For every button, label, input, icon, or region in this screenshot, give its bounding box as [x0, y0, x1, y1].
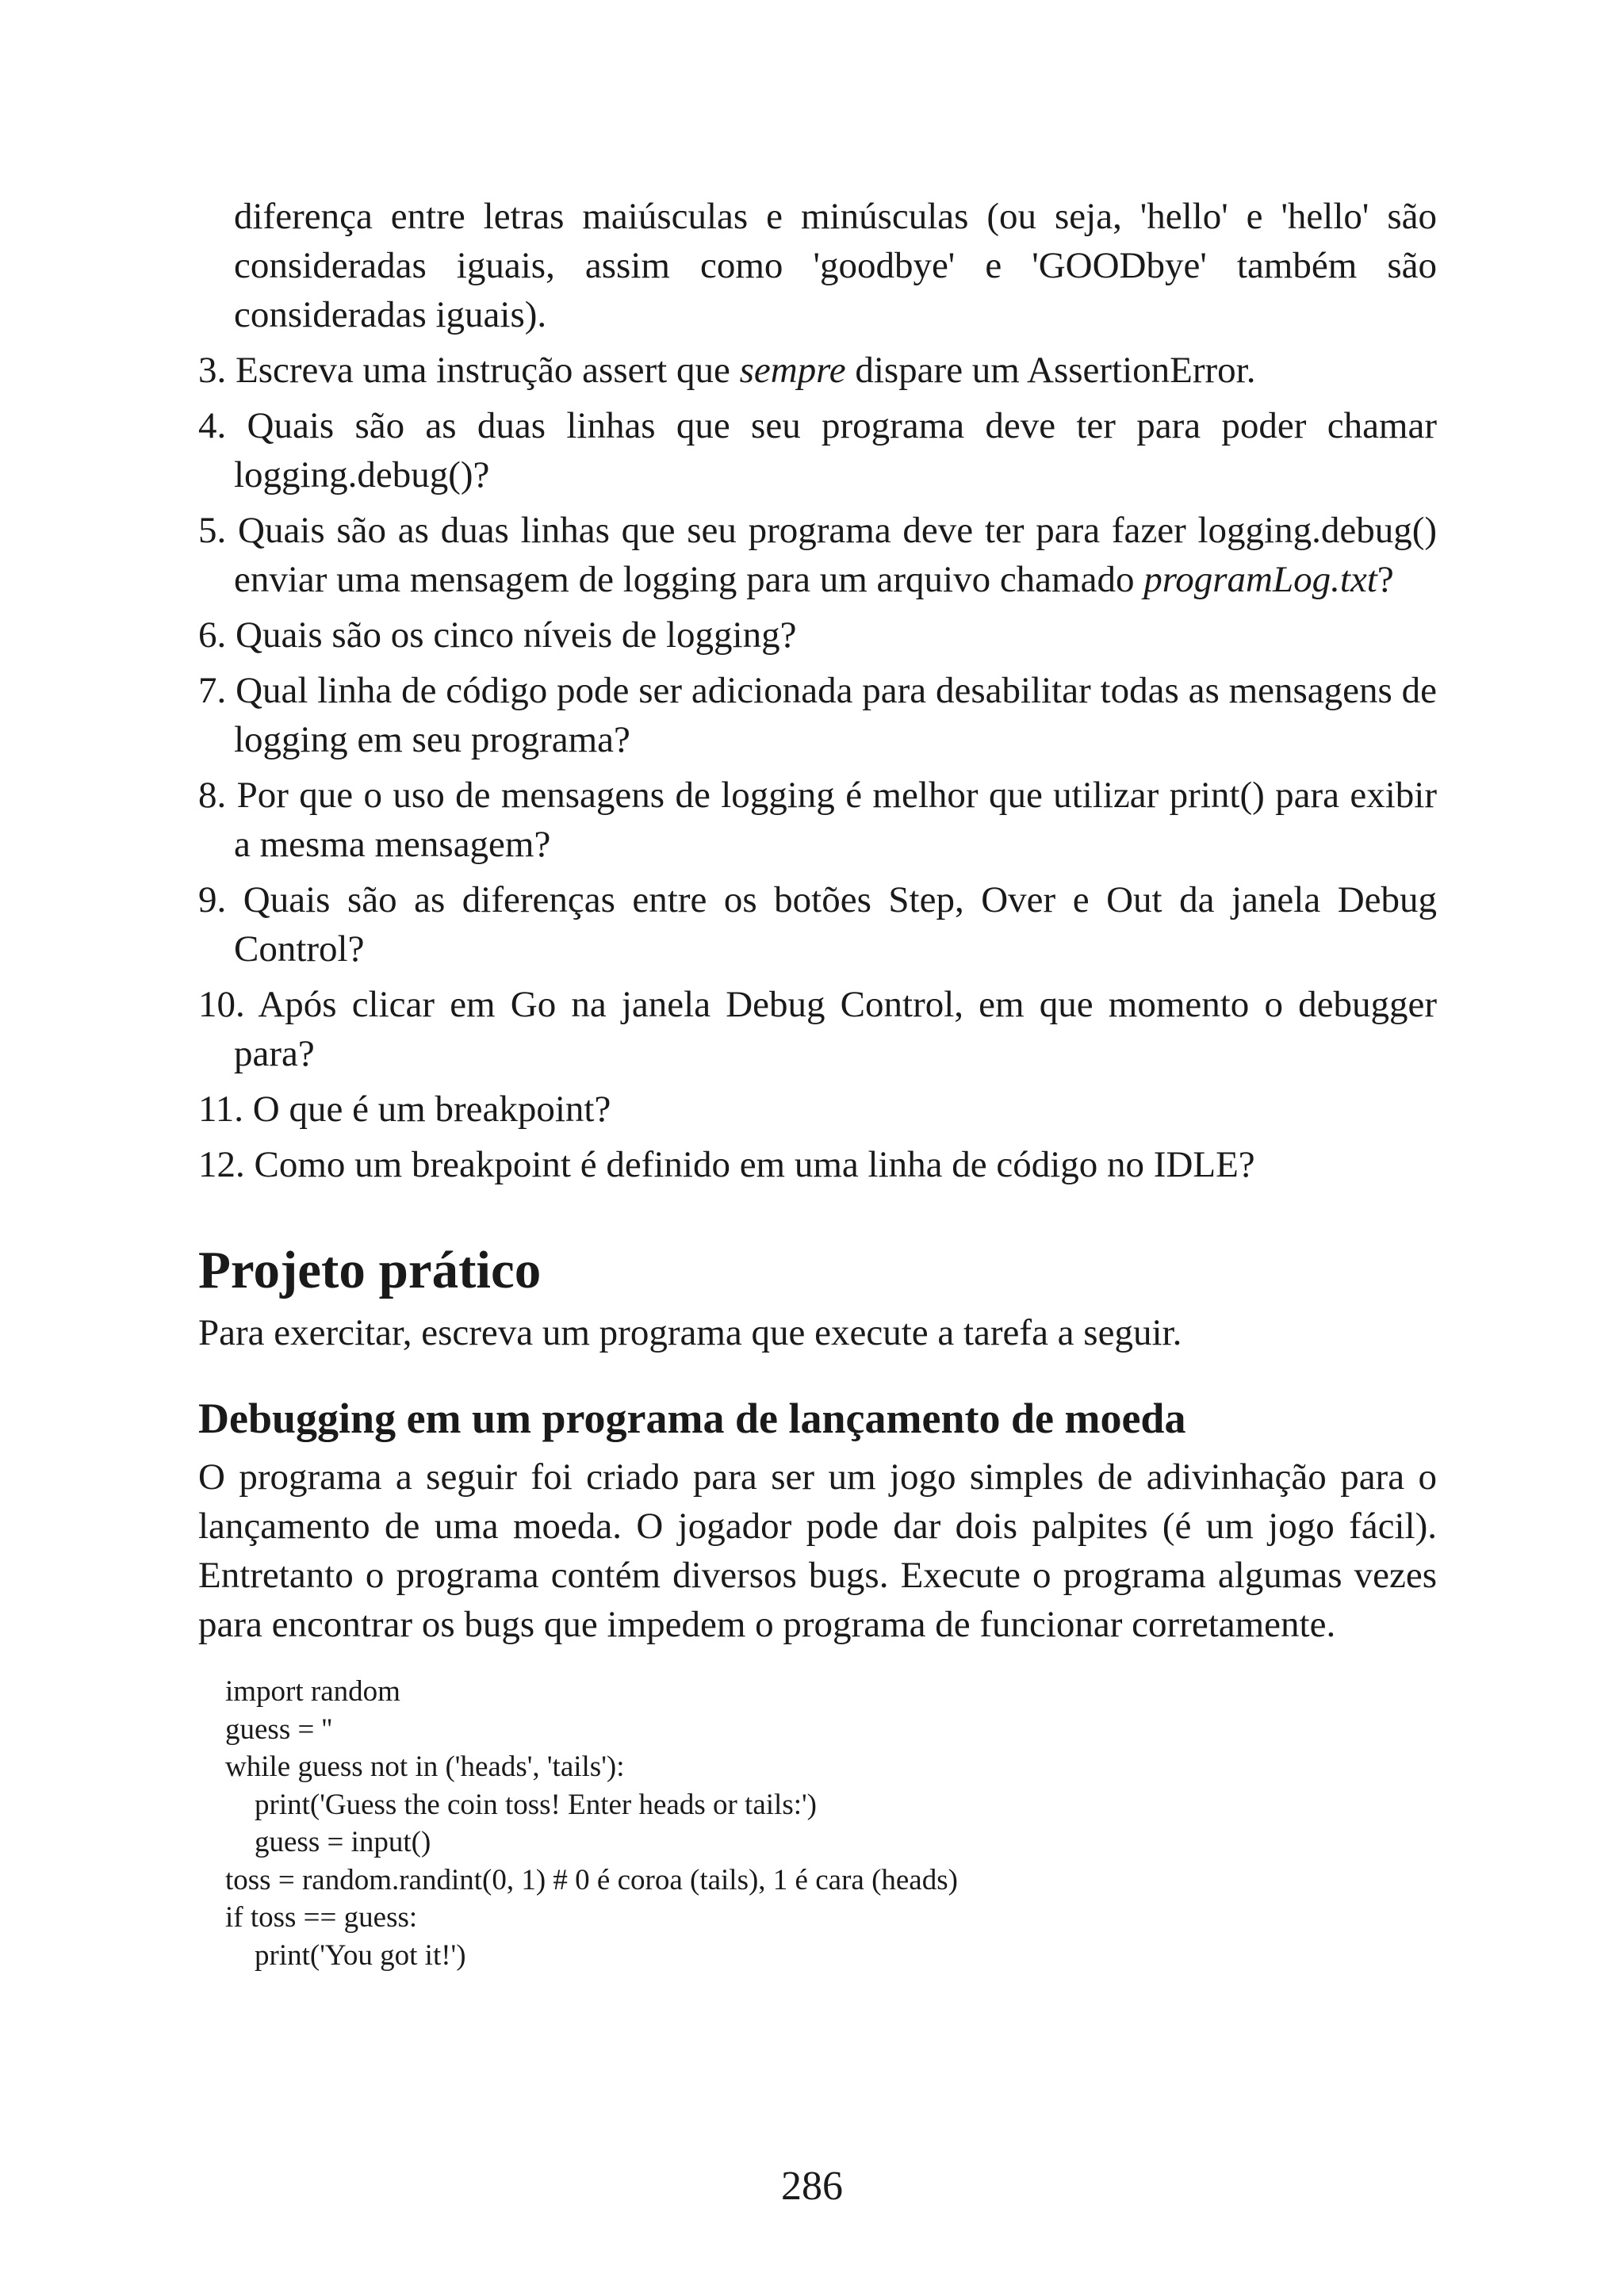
list-item: 4. Quais são as duas linhas que seu programa deve ter para poder chamar logging.debug()?	[198, 405, 1438, 496]
list-number: 3.	[198, 350, 227, 391]
list-number: 7.	[198, 670, 227, 711]
list-item: 3. Escreva uma instrução assert que sempre dispare um AssertionError.	[198, 350, 1256, 391]
code-line: print('You got it!')	[225, 1938, 466, 1972]
subsection-title: Debugging em um programa de lançamento de moeda	[198, 1395, 1186, 1442]
code-line: import random	[225, 1675, 400, 1708]
list-item: 5. Quais são as duas linhas que seu programa deve ter para fazer logging.debug() enviar uma mensagem de logging para um arquivo chamado programLog.txt?	[198, 510, 1437, 600]
emphasis-filename: programLog.txt	[1143, 559, 1377, 600]
list-number: 10.	[198, 984, 245, 1025]
list-number: 11.	[198, 1089, 244, 1130]
list-item: 9. Quais são as diferenças entre os botões Step, Over e Out da janela Debug Control?	[198, 879, 1438, 970]
list-item: 8. Por que o uso de mensagens de logging é melhor que utilizar print() para exibir a mesma mensagem?	[198, 775, 1438, 865]
list-item: 10. Após clicar em Go na janela Debug Control, em que momento o debugger para?	[198, 984, 1437, 1074]
exercise-list	[198, 192, 1437, 1189]
page-number: 286	[781, 2164, 843, 2209]
list-number: 4.	[198, 405, 227, 446]
list-item-2-continuation: diferença entre letras maiúsculas e minúsculas (ou seja, 'hello' e 'hello' são consideradas iguais, assim como 'goodbye' e 'GOODbye' também são consideradas iguais).	[234, 196, 1437, 335]
subsection-body: O programa a seguir foi criado para ser um jogo simples de adivinhação para o lançamento de uma moeda. O jogador pode dar dois palpites (é um jogo fácil). Entretanto o programa contém diversos bugs. Execute o programa algumas vezes para encontrar os bugs que impedem o programa de funcionar corretamente.	[198, 1456, 1437, 1645]
section-title: Projeto prático	[198, 1241, 542, 1299]
emphasis: sempre	[739, 350, 846, 391]
code-line: guess = ''	[225, 1712, 332, 1746]
list-number: 5.	[198, 510, 227, 551]
code-line: if toss == guess:	[225, 1901, 418, 1934]
list-number: 6.	[198, 614, 227, 656]
page-content	[198, 192, 1437, 1974]
list-item: 7. Qual linha de código pode ser adicionada para desabilitar todas as mensagens de logging em seu programa?	[198, 670, 1438, 760]
list-number: 12.	[198, 1144, 245, 1185]
code-line: print('Guess the coin toss! Enter heads or tails:')	[225, 1788, 817, 1821]
section-intro: Para exercitar, escreva um programa que execute a tarefa a seguir.	[198, 1312, 1182, 1353]
code-line: while guess not in ('heads', 'tails'):	[225, 1751, 625, 1783]
list-number: 8.	[198, 775, 227, 816]
code-line: toss = random.randint(0, 1) # 0 é coroa (tails), 1 é cara (heads)	[225, 1863, 958, 1896]
code-line: guess = input()	[225, 1826, 431, 1858]
list-item: 6. Quais são os cinco níveis de logging?	[198, 614, 797, 656]
code-block	[225, 1673, 1437, 1974]
list-number: 9.	[198, 879, 227, 920]
list-item: 11. O que é um breakpoint?	[198, 1089, 611, 1130]
list-item: 12. Como um breakpoint é definido em uma linha de código no IDLE?	[198, 1144, 1255, 1185]
